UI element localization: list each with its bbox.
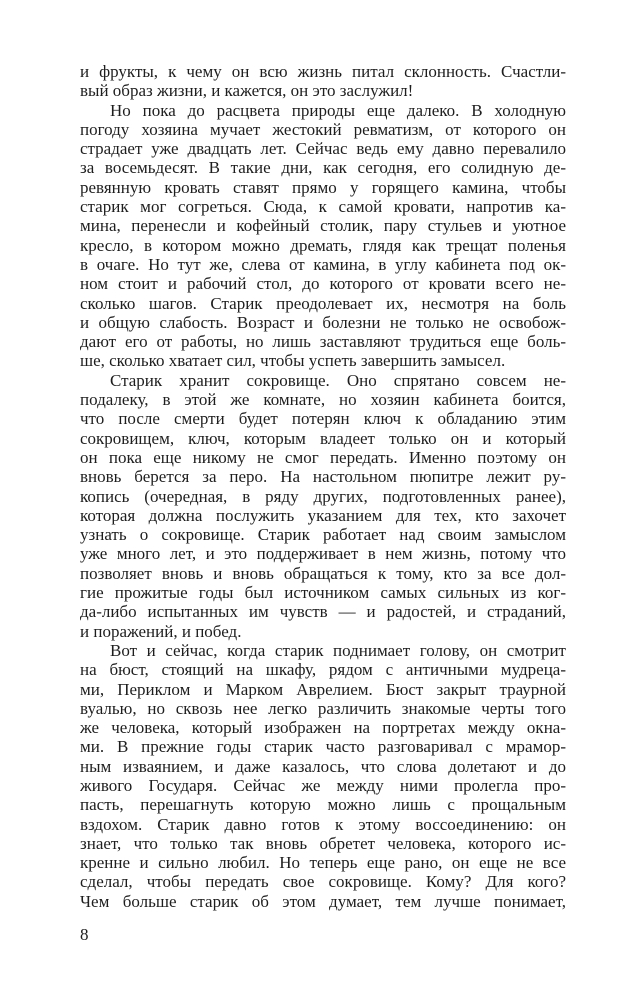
text-line: что после смерти будет потерян ключ к обладанию этим bbox=[80, 409, 566, 429]
text-line: вздохом. Старик давно готов к этому воссоединению: он bbox=[80, 814, 566, 834]
text-line: уже много лет, и это поддерживает в нем жизнь, потому что bbox=[80, 544, 566, 564]
text-line: сколько шагов. Старик преодолевает их, несмотря на боль bbox=[80, 293, 566, 313]
text-line: ми. В прежние годы старик часто разговаривал с мрамор- bbox=[80, 737, 566, 757]
text-line: ном стоит и рабочий стол, до которого от кровати всего не- bbox=[80, 274, 566, 294]
text-line: сокровищем, ключ, которым владеет только он и который bbox=[80, 428, 566, 448]
text-line: ным изваянием, и даже казалось, что слова долетают и до bbox=[80, 756, 566, 776]
text-line: ше, сколько хватает сил, чтобы успеть завершить замысел. bbox=[80, 351, 506, 371]
text-line: кресло, в котором можно дремать, глядя как трещат поленья bbox=[80, 235, 566, 255]
text-line: ми, Периклом и Марком Аврелием. Бюст закрыт траурной bbox=[80, 679, 566, 699]
text-line: кренне и сильно любил. Но теперь еще рано, он еще не все bbox=[80, 853, 566, 873]
text-line: на бюст, стоящий на шкафу, рядом с античными мудреца- bbox=[80, 660, 566, 680]
text-line: ревянную кровать ставят прямо у горящего камина, чтобы bbox=[80, 177, 566, 197]
text-line: и общую слабость. Возраст и болезни не только не освобож- bbox=[80, 312, 566, 332]
text-line: страдает уже двадцать лет. Сейчас ведь ему давно перевалило bbox=[80, 139, 566, 159]
text-line: вновь берется за перо. На настольном пюпитре лежит ру- bbox=[80, 467, 566, 487]
text-line: да-либо испытанных им чувств — и радостей, и страданий, bbox=[80, 602, 566, 622]
text-line: Вот и сейчас, когда старик поднимает голову, он смотрит bbox=[110, 640, 566, 660]
text-line: погоду хозяина мучает жестокий ревматизм, от которого он bbox=[80, 119, 566, 139]
text-line: Но пока до расцвета природы еще далеко. В холодную bbox=[110, 100, 566, 120]
text-line: Старик хранит сокровище. Оно спрятано совсем не- bbox=[110, 370, 566, 390]
text-line: он пока еще никому не смог передать. Именно поэтому он bbox=[80, 447, 566, 467]
text-line: и фрукты, к чему он всю жизнь питал склонность. Счастли- bbox=[80, 62, 566, 81]
text-line: копись (очередная, в ряду других, подготовленных ранее), bbox=[80, 486, 566, 506]
page-number: 8 bbox=[80, 925, 89, 944]
text-line: в очаге. Но тут же, слева от камина, в углу кабинета под ок- bbox=[80, 254, 566, 274]
text-line: Чем больше старик об этом думает, тем лучше понимает, bbox=[80, 891, 566, 911]
text-line: живого Государя. Сейчас же между ними пролегла про- bbox=[80, 775, 566, 795]
text-line: и поражений, и побед. bbox=[80, 621, 242, 641]
text-line: же человека, который изображен на портретах между окна- bbox=[80, 718, 566, 738]
body-text bbox=[80, 62, 566, 911]
text-line: позволяет вновь и вновь обращаться к тому, кто за все дол- bbox=[80, 563, 566, 583]
text-line: вый образ жизни, и кажется, он это заслужил! bbox=[80, 81, 414, 101]
text-line: за восемьдесят. В такие дни, как сегодня, его солидную де- bbox=[80, 158, 566, 178]
text-line: гие прожитые годы был источником самых сильных из ког- bbox=[80, 583, 566, 603]
text-line: мина, перенесли и кофейный столик, пару стульев и уютное bbox=[80, 216, 566, 236]
text-line: старик мог согреться. Сюда, к самой кровати, напротив ка- bbox=[80, 197, 566, 217]
text-line: подалеку, в этой же комнате, но хозяин кабинета боится, bbox=[80, 390, 566, 410]
text-line: узнать о сокровище. Старик работает над своим замыслом bbox=[80, 525, 566, 545]
text-line: вуалью, но сквозь нее легко различить знакомые черты того bbox=[80, 698, 566, 718]
text-line: дают его от работы, но лишь заставляют трудиться еще боль- bbox=[80, 332, 566, 352]
text-line: сделал, чтобы передать свое сокровище. Кому? Для кого? bbox=[80, 872, 566, 892]
text-line: которая должна послужить указанием для тех, кто захочет bbox=[80, 505, 566, 525]
text-line: знает, что только так вновь обретет человека, которого ис- bbox=[80, 833, 566, 853]
text-line: пасть, перешагнуть которую можно лишь с прощальным bbox=[80, 795, 566, 815]
